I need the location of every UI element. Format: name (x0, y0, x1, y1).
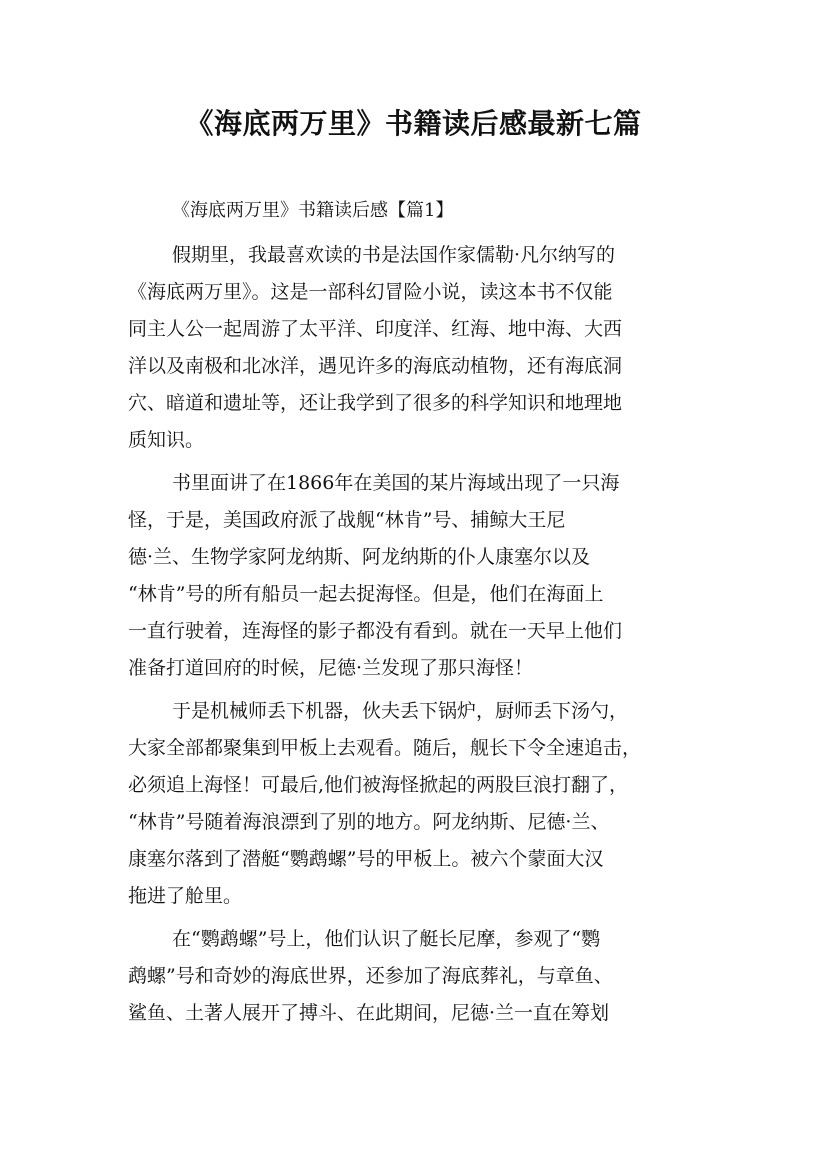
paragraph-line: 《海底两万里》。这是一部科幻冒险小说，读这本书不仅能 (128, 281, 613, 303)
paragraph-line: 质知识。 (128, 429, 205, 451)
section-heading: 《海底两万里》书籍读后感【篇1】 (172, 200, 454, 221)
paragraph-line: 于是机械师丢下机器，伙夫丢下锅炉，厨师丢下汤勺， (172, 700, 629, 722)
paragraph-line: 一直行驶着，连海怪的影子都没有看到。就在一天早上他们 (128, 620, 623, 642)
paragraph-line: 在“鹦鹉螺”号上，他们认识了艇长尼摩，参观了“鹦 (172, 928, 601, 950)
paragraph-line: 书里面讲了在1866年在美国的某片海域出现了一只海 (172, 472, 620, 494)
paragraph-line: “林肯”号的所有船员一起去捉海怪。但是，他们在海面上 (128, 583, 604, 605)
paragraph-line: 大家全部都聚集到甲板上去观看。随后，舰长下令全速追击， (128, 737, 642, 759)
paragraph-line: 同主人公一起周游了太平洋、印度洋、红海、地中海、大西 (128, 318, 623, 340)
paragraph-line: 鹉螺”号和奇妙的海底世界，还参加了海底葬礼，与章鱼、 (128, 965, 613, 987)
paragraph-line: 假期里，我最喜欢读的书是法国作家儒勒·凡尔纳写的 (172, 244, 616, 266)
paragraph-line: 拖进了舱里。 (128, 885, 243, 907)
paragraph-line: 康塞尔落到了潜艇“鹦鹉螺”号的甲板上。被六个蒙面大汉 (128, 848, 604, 870)
paragraph-line: 怪，于是，美国政府派了战舰“林肯”号、捕鲸大王尼 (128, 509, 566, 531)
document-title: 《海底两万里》书籍读后感最新七篇 (185, 107, 642, 140)
paragraph-line: 穴、暗道和遗址等，还让我学到了很多的科学知识和地理地 (128, 392, 623, 414)
paragraph-line: 鲨鱼、土著人展开了搏斗、在此期间，尼德·兰一直在筹划 (128, 1002, 610, 1024)
paragraph-line: “林肯”号随着海浪漂到了别的地方。阿龙纳斯、尼德·兰、 (128, 811, 610, 833)
paragraph-line: 准备打道回府的时候，尼德·兰发现了那只海怪！ (128, 657, 534, 679)
paragraph-line: 洋以及南极和北冰洋，遇见许多的海底动植物，还有海底洞 (128, 355, 623, 377)
paragraph-line: 必须追上海怪！可最后,他们被海怪掀起的两股巨浪打翻了， (128, 774, 629, 796)
paragraph-line: 德·兰、生物学家阿龙纳斯、阿龙纳斯的仆人康塞尔以及 (128, 546, 591, 568)
